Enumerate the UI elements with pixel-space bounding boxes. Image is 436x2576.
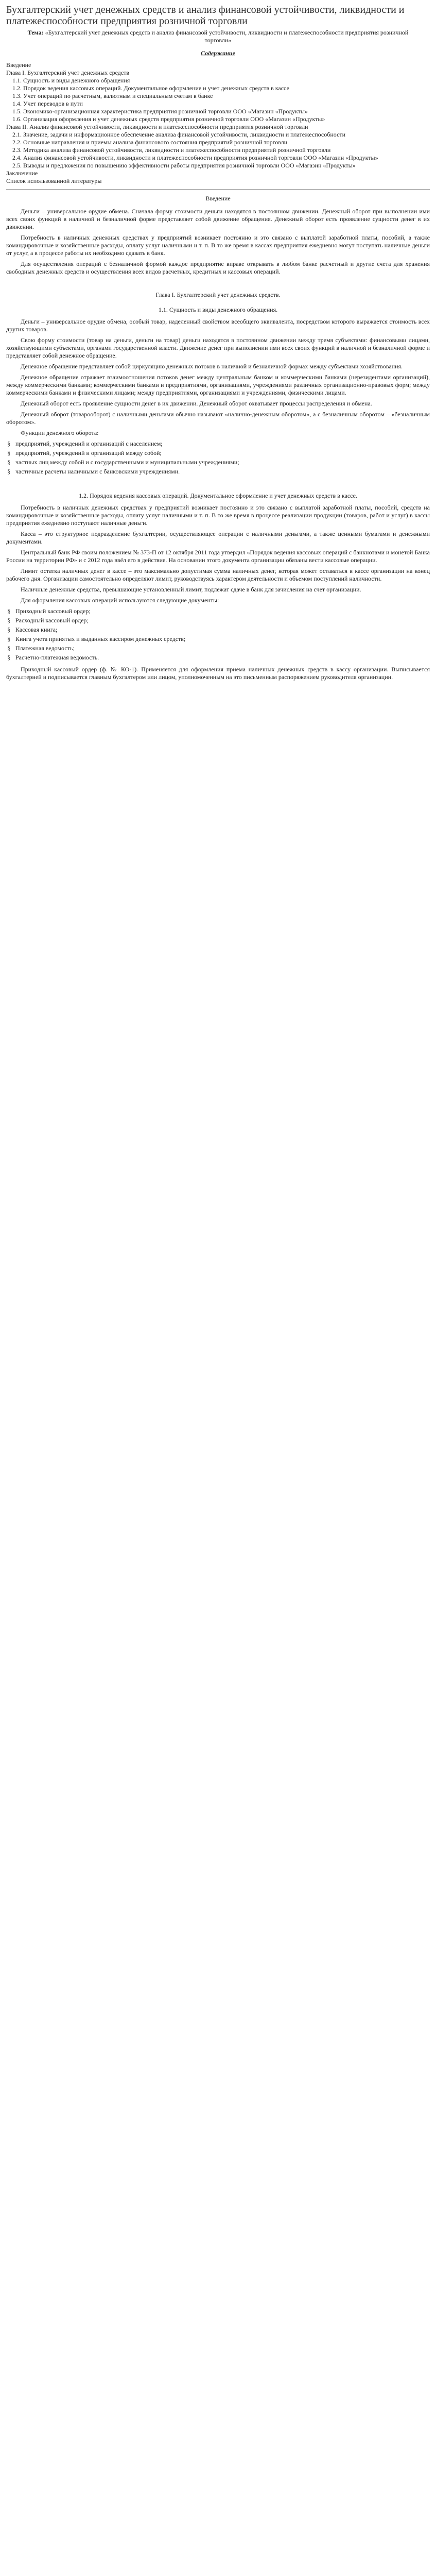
- toc-item[interactable]: 1.6. Организация оформления и учет денежных средств предприятия розничной торговли ООО «Магазин «Продукты»: [12, 115, 325, 123]
- remaining-text-area: [6, 684, 430, 2178]
- thesis-block: [6, 29, 430, 44]
- documents-list: [6, 607, 430, 662]
- paragraph: Потребность в наличных денежных средствах у предприятий возникает постоянно и это связано с выплатой заработной платы, пособий, а также командировочные и хозяйственные расходы, оплату услуг наличными и т. п. В то же время в кассах предприятия ежедневно могут поступать наличные деньги от услуг, а в процессе работы их необходимо сдавать в банк.: [6, 234, 430, 257]
- list-item: § Расчетно-платежная ведомость.: [7, 654, 99, 661]
- intro-heading: Введение: [205, 195, 231, 202]
- list-item: § частных лиц между собой и с государственными и муниципальными учреждениями;: [7, 459, 239, 466]
- paragraph: Денежное обращение отражает взаимоотношения потоков денег между центральным банком и коммерческими банками (нерезидентами организаций), между коммерческими банками; коммерческими банками и предприятиями, организациями, учреждениями различных организационно-правовых форм; между коммерческими банками и физическими лицами; между предприятиями, организациями и учреждениями, физическими лицами.: [6, 374, 430, 396]
- toc-item[interactable]: Введение: [6, 61, 31, 69]
- toc-item[interactable]: 1.1. Сущность и виды денежного обращения: [12, 77, 130, 84]
- toc-item[interactable]: 1.3. Учет операций по расчетным, валютным и специальным счетам в банке: [12, 92, 213, 99]
- section-title: 1.1. Сущность и виды денежного обращения.: [158, 306, 278, 313]
- toc-item[interactable]: 1.5. Экономико-организационная характеристика предприятия розничной торговли ООО «Магазин «Продукты»: [12, 108, 308, 115]
- bullet-icon: §: [7, 440, 10, 447]
- paragraph: Наличные денежные средства, превышающие установленный лимит, подлежат сдаче в банк для зачисления на счет организации.: [21, 586, 361, 593]
- bullet-icon: §: [7, 468, 10, 475]
- bullet-icon: §: [7, 459, 10, 466]
- paragraph: Деньги – универсальное орудие обмена, особый товар, наделенный свойством всеобщего эквивалента, посредством которого выражается стоимость всех других товаров.: [6, 318, 430, 333]
- bullet-icon: §: [7, 635, 10, 642]
- paragraph: Для осуществления операций с безналичной формой каждое предприятие вправе открывать в любом банке расчетный и другие счета для хранения свободных денежных средств и осуществления всех видов расчетных, кредитных и кассовых операций.: [6, 260, 430, 275]
- thesis-label: Тема:: [27, 29, 44, 36]
- list-item: § предприятий, учреждений и организаций между собой;: [7, 449, 162, 456]
- toc-item[interactable]: 2.3. Методика анализа финансовой устойчивости, ликвидности и платежеспособности предприятий розничной торговли: [12, 146, 331, 154]
- bullet-icon: §: [7, 654, 10, 661]
- toc-item[interactable]: 2.2. Основные направления и приемы анализа финансового состояния предприятий розничной торговли: [12, 139, 288, 146]
- divider: [6, 189, 430, 190]
- list-item: § Книга учета принятых и выданных кассиром денежных средств;: [7, 635, 186, 642]
- list-item: § частичные расчеты наличными с банковскими учреждениями.: [7, 468, 180, 475]
- list-item: § Кассовая книга;: [7, 626, 58, 633]
- list-item: § Расходный кассовый ордер;: [7, 617, 89, 624]
- toc-item[interactable]: 1.2. Порядок ведения кассовых операций. Документальное оформление и учет денежных средств в кассе: [12, 84, 289, 92]
- paragraph: Денежный оборот (товарооборот) с наличными деньгами обычно называют «налично-денежным оборотом», а с безналичным оборотом – «безналичным оборотом».: [6, 411, 430, 426]
- section-title: 1.2. Порядок ведения кассовых операций. Документальное оформление и учет денежных средств в кассе.: [79, 492, 357, 499]
- paragraph: Приходный кассовый ордер (ф. № КО-1). Применяется для оформления приема наличных денежных средств в кассу организации. Выписывается бухгалтерией и подписывается главным бухгалтером или лицом, уполномоченным на это письменным распоряжением руководителя организации.: [6, 666, 430, 681]
- toc-item[interactable]: 2.4. Анализ финансовой устойчивости, ликвидности и платежеспособности предприятия розничной торговли ООО «Магазин «Продукты»: [12, 154, 378, 161]
- chapter-title: Глава I. Бухгалтерский учет денежных средств.: [155, 291, 281, 298]
- toc-item[interactable]: Заключение: [6, 170, 38, 177]
- toc-item[interactable]: Глава II. Анализ финансовой устойчивости, ликвидности и платежеспособности предприятия розничной торговли: [6, 123, 308, 130]
- bullet-icon: §: [7, 617, 10, 624]
- paragraph: Лимит остатка наличных денег в кассе – это максимально допустимая сумма наличных денег, которая может оставаться в кассе организации на конец рабочего дня. Организации самостоятельно определяют лимит, руководствуясь характером деятельности и объемом поступлений наличности.: [6, 567, 430, 582]
- toc-item[interactable]: 2.5. Выводы и предложения по повышению эффективности работы предприятия розничной торговли ООО «Магазин «Продукты»: [12, 162, 356, 169]
- paragraph: Функции денежного оборота:: [21, 429, 99, 436]
- paragraph: Деньги – универсальное орудие обмена. Сначала форму стоимости деньги находятся в постоянном движении. Денежный оборот при выполнении ими всех своих функций в наличной и безналичной форме представляет собой движение обращения. Денежный оборот есть проявление сущности денег в их движении.: [6, 208, 430, 230]
- paragraph: Денежный оборот есть проявление сущности денег в их движении. Денежный оборот охватывает процессы распределения и обмена.: [21, 400, 372, 407]
- paragraph: Для оформления кассовых операций используются следующие документы:: [21, 597, 219, 604]
- functions-list: [6, 440, 430, 476]
- thesis-text: «Бухгалтерский учет денежных средств и анализ финансовой устойчивости, ликвидности и платежеспособности предприятия розничной торговли»: [45, 29, 409, 44]
- list-item: § предприятий, учреждений и организаций с населением;: [7, 440, 163, 447]
- list-item: § Приходный кассовый ордер;: [7, 607, 91, 615]
- paragraph: Денежное обращение представляет собой циркуляцию денежных потоков в наличной и безналичной формах между субъектами хозяйствования.: [21, 363, 403, 370]
- list-item: § Платежная ведомость;: [7, 645, 75, 652]
- toc-item[interactable]: 1.4. Учет переводов в пути: [12, 100, 83, 107]
- toc-list: [6, 61, 430, 185]
- toc-item[interactable]: 2.1. Значение, задачи и информационное обеспечение анализа финансовой устойчивости, ликвидности и платежеспособности: [12, 131, 346, 138]
- toc-item[interactable]: Глава I. Бухгалтерский учет денежных средств: [6, 69, 130, 76]
- toc-item[interactable]: Список использованной литературы: [6, 177, 102, 184]
- document-title: Бухгалтерский учет денежных средств и анализ финансовой устойчивости, ликвидности и платежеспособности предприятия розничной торговли: [6, 4, 405, 27]
- paragraph: Касса – это структурное подразделение бухгалтерии, осуществляющее операции с наличными деньгами, а также ценными бумагами и денежными документами.: [6, 530, 430, 545]
- paragraph: Свою форму стоимости (товар на деньги, деньги на товар) деньги находятся в постоянном движении между тремя субъектами: финансовыми лицами, хозяйствующими субъектами, органами государственной власти. Движение денег при выполнении ими всех своих функций в наличной и безналичной форме и представляет собой денежное обращение.: [6, 336, 430, 359]
- bullet-icon: §: [7, 645, 10, 652]
- bullet-icon: §: [7, 607, 10, 615]
- bullet-icon: §: [7, 626, 10, 633]
- bullet-icon: §: [7, 449, 10, 456]
- paragraph: Центральный банк РФ своим положением № 373-П от 12 октября 2011 года утвердил «Порядок ведения кассовых операций с банкнотами и монетой Банка России на территории РФ» и с 2012 года ввёл его в действие. На основании этого документа организации обязаны вести кассовые операции.: [6, 549, 430, 564]
- toc-heading: Содержание: [201, 49, 235, 57]
- paragraph: Потребность в наличных денежных средствах у предприятий возникает постоянно и это связано с выплатой заработной платы, пособий, средств на командировочные и хозяйственные расходы, оплату услуг наличными и т. п. В то же время в процессе реализации продукции (товаров, работ и услуг) в кассы предприятия ежедневно поступают наличные деньги.: [6, 504, 430, 527]
